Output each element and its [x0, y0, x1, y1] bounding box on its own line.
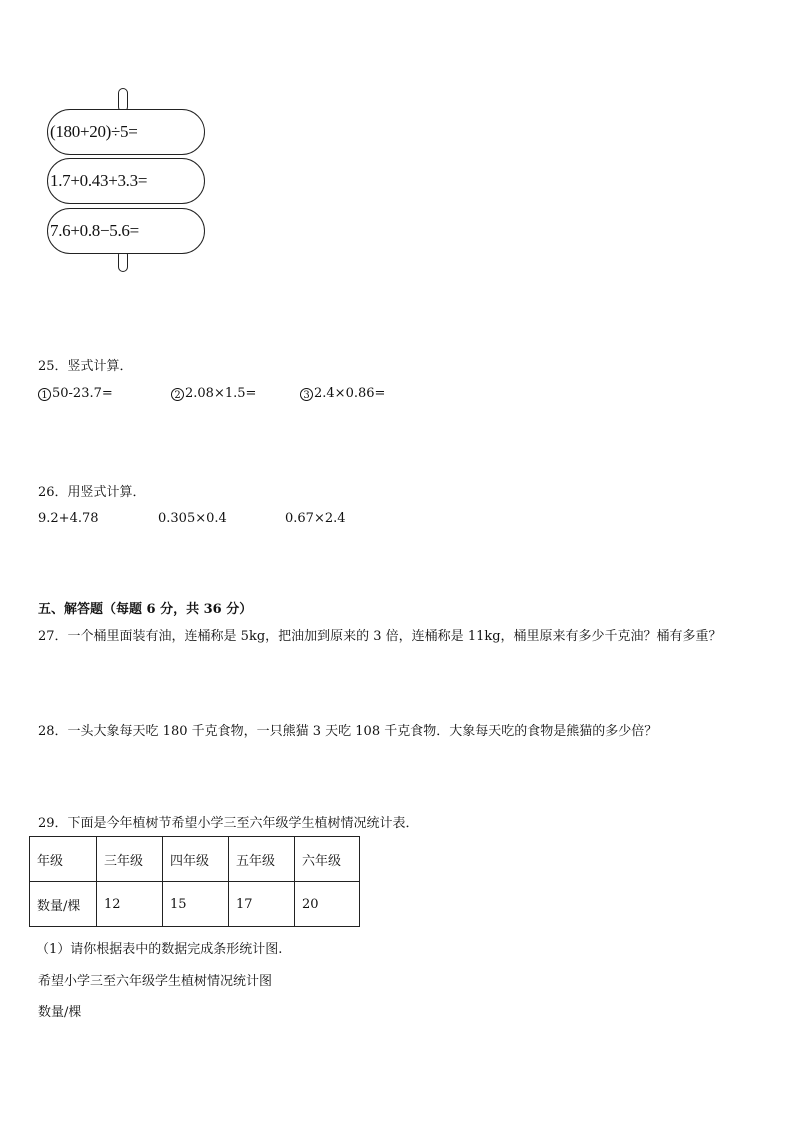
table-cell: 三年级	[97, 837, 163, 882]
table-cell: 12	[97, 882, 163, 927]
expression-pill-2	[47, 158, 205, 204]
table-header-row	[30, 837, 360, 882]
planting-stats-table	[29, 836, 360, 927]
question-29-text: 29．下面是今年植树节希望小学三至六年级学生植树情况统计表．	[38, 816, 419, 831]
table-cell: 五年级	[229, 837, 295, 882]
section-5-heading: 五、解答题（每题 6 分，共 36 分）	[38, 602, 253, 617]
table-cell: 六年级	[295, 837, 360, 882]
expression: 2.08×1.5=	[185, 386, 257, 401]
table-cell: 17	[229, 882, 295, 927]
question-25-item-3	[300, 386, 385, 401]
table-cell: 四年级	[163, 837, 229, 882]
question-25-item-2	[171, 386, 256, 401]
question-25-title: 25．竖式计算．	[38, 359, 133, 374]
expression-text: (180+20)÷5=	[50, 122, 138, 141]
question-26-item-2: 0.305×0.4	[158, 511, 227, 526]
chart-title: 希望小学三至六年级学生植树情况统计图	[38, 974, 273, 989]
table-cell: 15	[163, 882, 229, 927]
expression: 2.4×0.86=	[314, 386, 386, 401]
expression-text: 7.6+0.8−5.6=	[50, 221, 139, 240]
table-cell: 年级	[30, 837, 97, 882]
expression-pill-3	[47, 208, 205, 254]
question-26-title: 26．用竖式计算．	[38, 485, 146, 500]
question-27-text: 27．一个桶里面装有油，连桶称是 5kg，把油加到原来的 3 倍，连桶称是 11kg，桶里原来有多少千克油？桶有多重？	[38, 629, 722, 644]
circled-number: 2	[171, 388, 184, 401]
circled-number: 3	[300, 388, 313, 401]
question-26-item-3: 0.67×2.4	[285, 511, 346, 526]
table-cell: 20	[295, 882, 360, 927]
chart-y-label: 数量/棵	[38, 1005, 82, 1020]
table-row	[30, 882, 360, 927]
expression-pill-1	[47, 109, 205, 155]
circled-number: 1	[38, 388, 51, 401]
table-cell: 数量/棵	[30, 882, 97, 927]
question-26-item-1: 9.2+4.78	[38, 511, 99, 526]
question-25-item-1	[38, 386, 113, 401]
expression-text: 1.7+0.43+3.3=	[50, 171, 148, 190]
expression: 50-23.7=	[52, 386, 113, 401]
question-29-sub-1: （1）请你根据表中的数据完成条形统计图.	[36, 942, 283, 957]
question-28-text: 28．一头大象每天吃 180 千克食物，一只熊猫 3 天吃 108 千克食物．大象每天吃的食物是熊猫的多少倍？	[38, 724, 658, 739]
